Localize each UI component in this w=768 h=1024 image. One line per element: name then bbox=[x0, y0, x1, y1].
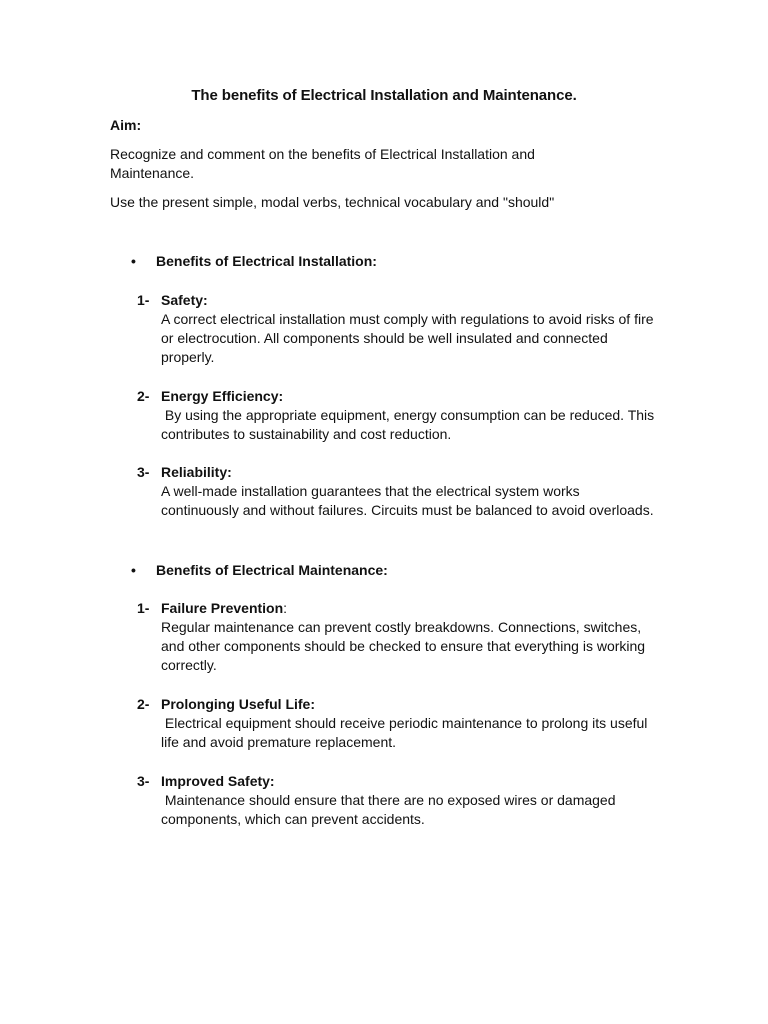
bullet-icon: • bbox=[131, 562, 136, 578]
item-heading: Improved Safety: bbox=[161, 773, 275, 789]
item-body: Electrical equipment should receive periodic maintenance to prolong its useful life and avoid premature replacement. bbox=[161, 715, 652, 750]
item-heading: Safety: bbox=[161, 292, 208, 308]
list-item-failure-prevention bbox=[137, 599, 667, 675]
section-heading-installation bbox=[131, 252, 377, 271]
bullet-icon: • bbox=[131, 253, 136, 269]
list-item-reliability bbox=[137, 463, 667, 539]
item-heading: Prolonging Useful Life: bbox=[161, 696, 315, 712]
item-number: 3- bbox=[137, 464, 150, 480]
item-heading-text: Failure Prevention bbox=[161, 600, 284, 616]
item-heading: Reliability: bbox=[161, 464, 232, 480]
list-item-improved-safety bbox=[137, 772, 667, 829]
item-body: A well-made installation guarantees that the electrical system works continuously and without failures. Circuits must be balanced to avoid overloads. bbox=[161, 483, 654, 518]
item-heading: Energy Efficiency: bbox=[161, 388, 284, 404]
item-body: By using the appropriate equipment, energy consumption can be reduced. This contributes to sustainability and cost reduction. bbox=[161, 407, 659, 442]
item-body: Maintenance should ensure that there are no exposed wires or damaged components, which can prevent accidents. bbox=[161, 792, 620, 827]
document-title: The benefits of Electrical Installation and Maintenance. bbox=[191, 87, 577, 104]
list-item-prolonging-useful-life bbox=[137, 695, 667, 752]
section-heading-text: Benefits of Electrical Installation: bbox=[156, 253, 377, 269]
aim-text: Recognize and comment on the benefits of Electrical Installation and Maintenance. bbox=[110, 146, 535, 181]
item-body: A correct electrical installation must comply with regulations to avoid risks of fire or electrocution. All components should be well insulated and connected properly. bbox=[161, 311, 654, 365]
item-number: 3- bbox=[137, 773, 150, 789]
item-number: 2- bbox=[137, 388, 150, 404]
item-number: 2- bbox=[137, 696, 150, 712]
item-body: Regular maintenance can prevent costly breakdowns. Connections, switches, and other components should be checked to ensure that everything is working correctly. bbox=[161, 619, 646, 673]
section-heading-text: Benefits of Electrical Maintenance: bbox=[156, 562, 388, 578]
item-heading-colon: : bbox=[283, 600, 288, 616]
item-number: 1- bbox=[137, 292, 150, 308]
item-heading bbox=[161, 599, 287, 618]
list-item-safety bbox=[137, 291, 667, 367]
aim-label: Aim: bbox=[110, 117, 142, 133]
aim-instruction: Use the present simple, modal verbs, technical vocabulary and "should" bbox=[110, 194, 555, 210]
section-heading-maintenance bbox=[131, 561, 388, 580]
item-number: 1- bbox=[137, 600, 150, 616]
list-item-energy-efficiency bbox=[137, 387, 667, 444]
